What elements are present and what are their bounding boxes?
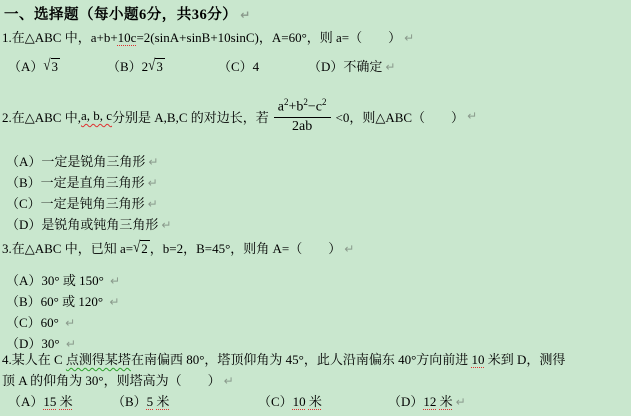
q3-option-b-text: （B）60° 或 120° [6,294,107,309]
q4-option-a-num: 15 [43,394,57,409]
radical-sign: √ [148,55,156,74]
paragraph-mark-icon: ↵ [148,155,159,169]
q1-option-d-label: （D） [308,59,344,74]
q4-grammar-term: 点测得某塔 [65,352,131,367]
frac-exponent: 2 [322,97,327,108]
q2-option-a [6,151,158,170]
paragraph-mark-icon: ↵ [109,295,120,309]
q4-option-b [112,391,169,410]
q3-option-c [6,312,75,331]
q4-option-c-num: 10 [292,394,306,409]
q2-option-a-text: （A）一定是锐角三角形 [6,154,146,169]
q2-option-b [6,172,158,191]
q1-text-post: =2(sinA+sinB+10sinC)，A=60°，则 a=（ ） [136,30,402,45]
q3-option-a [6,270,120,289]
paragraph-mark-icon: ↵ [65,316,76,330]
q4-option-b-label: （B） [112,394,147,409]
q1-option-b-coef: 2 [141,59,149,74]
sqrt-expression [133,237,150,257]
frac-term: +b [288,99,304,115]
radicand: 3 [156,59,163,74]
q4-option-b-unit: 米 [156,394,170,409]
question-1 [2,27,414,46]
fraction-expression [274,97,331,135]
paragraph-mark-icon: ↵ [65,337,76,351]
q4-line2-text: 顶 A 的仰角为 30°，则塔高为（ ） [2,373,221,388]
q1-option-d-value: 不确定 [343,59,383,74]
q4-option-d-num: 12 [423,394,437,409]
q3-option-b [6,291,119,310]
q2-option-d [6,214,171,233]
sqrt-expression [148,55,165,75]
q2-text-post: <0，则△ABC（ ） [335,109,465,125]
question-4-options [0,391,631,413]
q1-spellcheck-term: 10c [117,30,137,45]
q4-option-d-unit: 米 [439,394,453,409]
q2-option-c [6,193,158,212]
q2-text-pre: 2.在△ABC 中, [2,109,81,125]
q4-option-a-label: （A） [8,394,44,409]
q1-option-d [308,56,395,75]
q4-option-d [388,391,466,410]
q1-option-a-label: （A） [8,59,44,74]
radical-sign: √ [43,55,51,74]
question-2 [2,88,477,144]
frac-term: a [277,99,284,115]
fraction-denominator: 2ab [292,118,313,134]
q3-option-a-text: （A）30° 或 150° [6,273,108,288]
frac-exponent: 2 [283,97,289,108]
radicand: 3 [51,59,59,74]
paragraph-mark-icon: ↵ [110,274,121,288]
q3-option-c-text: （C）60° [6,315,63,330]
paragraph-mark-icon: ↵ [404,31,415,45]
q4-option-a-unit: 米 [59,394,73,409]
q4-option-a [8,391,73,410]
q4-text-mid: 在南偏西 80°，塔顶仰角为 45°，此人沿南偏东 40°方向前进 [130,352,472,367]
q2-option-b-text: （B）一定是直角三角形 [6,175,145,190]
q3-option-d-text: （D）30° [6,336,63,351]
paragraph-mark-icon: ↵ [223,374,234,388]
q4-option-c-unit: 米 [308,394,322,409]
q1-text-pre: 1.在△ABC 中，a+b+ [2,30,118,45]
q4-option-d-label: （D） [388,394,424,409]
paragraph-mark-icon: ↵ [147,176,158,190]
q1-option-c-value: 4 [252,59,260,74]
paragraph-mark-icon: ↵ [455,395,466,409]
question-3 [2,238,354,257]
q1-option-a [8,56,60,75]
frac-exponent: 2 [303,97,308,108]
radical-sign: √ [133,237,141,256]
q4-text-pre: 4.某人在 C [2,352,66,367]
question-1-options [0,50,631,78]
q2-option-d-text: （D）是锐角或钝角三角形 [6,217,159,232]
q4-option-c [258,391,322,410]
question-4-line2 [2,370,234,389]
paragraph-mark-icon: ↵ [240,8,251,22]
paragraph-mark-icon: ↵ [147,197,158,211]
q2-option-c-text: （C）一定是钝角三角形 [6,196,145,211]
q1-option-b [107,56,165,75]
sqrt-expression [43,55,60,75]
q2-text-mid: 分别是 A,B,C 的对边长，若 [112,109,269,125]
section-title [4,3,251,24]
question-4-line1 [2,349,565,368]
paragraph-mark-icon: ↵ [344,242,355,256]
q1-option-c-label: （C） [218,59,253,74]
paragraph-mark-icon: ↵ [385,60,396,74]
q4-option-b-num: 5 [146,394,154,409]
q3-text-pre: 3.在△ABC 中，已知 a= [2,241,134,256]
q1-option-c [218,56,259,75]
q3-text-post: ，b=2，B=45°，则角 A=（ ） [149,241,342,256]
fraction-numerator [274,97,331,118]
frac-term: −c [307,99,322,115]
q4-text-post: 米到 D，测得 [484,352,566,367]
section-title-text: 一、选择题（每小题6分，共36分） [4,7,238,23]
radicand: 2 [141,241,148,256]
q2-spellcheck-term: a, b, c [80,108,113,123]
q4-option-c-label: （C） [258,394,293,409]
paragraph-mark-icon: ↵ [161,218,172,232]
q4-spellcheck-num: 10 [471,352,485,367]
paragraph-mark-icon: ↵ [467,109,478,123]
q1-option-b-label: （B） [107,59,142,74]
